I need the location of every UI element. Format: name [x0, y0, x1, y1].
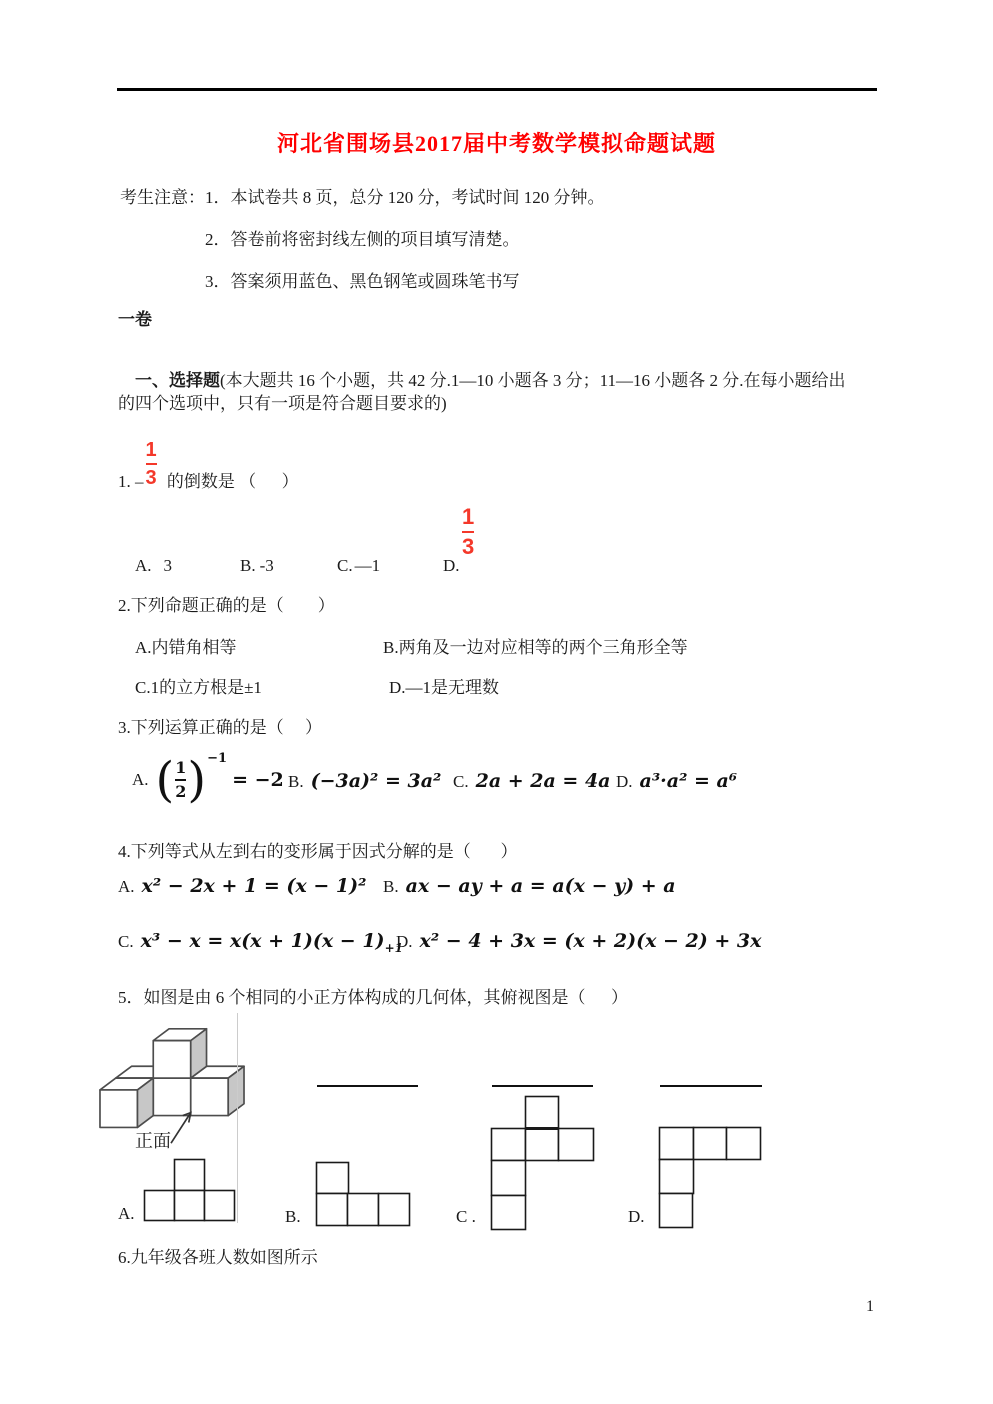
- q4-option-d: [396, 930, 761, 952]
- q6-stem: 6.九年级各班人数如图所示: [118, 1248, 318, 1267]
- q2-stem: 2.下列命题正确的是（ ）: [118, 596, 335, 615]
- q1-option-d-denominator: 3: [462, 534, 475, 559]
- q4-option-c-subscript: +1: [384, 940, 403, 955]
- q5-option-b-label: B.: [285, 1207, 301, 1226]
- q1-option-b-text: -3: [259, 556, 274, 575]
- q3-option-a-exponent: −1: [207, 751, 228, 766]
- page-title: 河北省围场县2017届中考数学模拟命题试题: [276, 131, 716, 156]
- q5-blank-line-c: [492, 1085, 593, 1087]
- q1-option-a-text: 3: [163, 556, 173, 575]
- q5-option-a-label: A.: [118, 1204, 135, 1223]
- q1-fraction-bar: [146, 463, 157, 465]
- q3-option-a-fraction: [175, 760, 186, 800]
- q1-option-a: [135, 555, 172, 576]
- q3-stem: 3.下列运算正确的是（ ）: [118, 718, 322, 737]
- notice-line-3: 3．答案须用蓝色、黑色钢笔或圆珠笔书写: [205, 272, 520, 291]
- q3-option-a-denominator: 2: [175, 782, 187, 801]
- q4-option-a-formula: x² − 2x + 1 = (x − 1)²: [141, 875, 367, 897]
- q4-option-b-label: B.: [383, 877, 399, 896]
- cube-faces: [100, 1029, 244, 1128]
- q1-option-a-label: A.: [135, 556, 152, 575]
- page-number: 1: [866, 1298, 874, 1315]
- q1-prefix: 1. –: [118, 471, 144, 491]
- q4-option-d-label: D.: [396, 932, 413, 951]
- q4-option-c-main: x³ − x = x(x + 1)(x − 1): [140, 930, 385, 952]
- front-arrow-icon: [171, 1113, 191, 1144]
- q2-option-d: D.—1是无理数: [389, 678, 500, 697]
- q1-suffix: 的倒数是 （ ）: [162, 471, 299, 491]
- q5-blank-line-d: [660, 1085, 762, 1087]
- q5-stem: 5．如图是由 6 个相同的小正方体构成的几何体，其俯视图是（ ）: [118, 988, 628, 1007]
- q5-option-d-figure: [658, 1126, 762, 1230]
- q1-fraction-denominator: 3: [145, 467, 157, 489]
- figure-image-border: [237, 1013, 238, 1223]
- q3-option-c-label: C.: [453, 772, 469, 791]
- q4-option-a: [118, 875, 366, 897]
- q1-option-c-label: C.: [337, 556, 353, 575]
- q5-option-c-figure: [490, 1095, 595, 1232]
- q3-option-a: [132, 748, 284, 812]
- q4-option-b-formula: ax − ay + a = a(x − y) + a: [405, 875, 676, 897]
- q3-option-c: [453, 770, 611, 792]
- q5-option-d-label: D.: [628, 1207, 645, 1226]
- q4-option-c: [118, 930, 403, 955]
- q3-option-a-rhs: = −2: [232, 769, 284, 791]
- q5-front-label: 正面: [135, 1131, 171, 1151]
- q4-option-c-label: C.: [118, 932, 134, 951]
- q1-option-d-label: D.: [443, 556, 460, 575]
- q1-fraction-numerator: 1: [145, 439, 157, 461]
- q1-option-c: [337, 555, 380, 576]
- q4-option-b: [383, 875, 676, 897]
- section-heading-line2: 的四个选项中，只有一项是符合题目要求的): [118, 394, 447, 413]
- notice-line-1: 考生注意：1．本试卷共 8 页，总分 120 分，考试时间 120 分钟。: [120, 188, 605, 207]
- q3-option-d-formula: a³·a² = a⁶: [639, 770, 738, 792]
- q3-option-b: [288, 770, 441, 792]
- q3-option-d: [616, 770, 737, 792]
- q1-fraction: [146, 440, 157, 488]
- q1-option-d-fraction: [462, 506, 474, 558]
- q1-option-d-numerator: 1: [462, 504, 475, 529]
- q1-stem: [118, 424, 299, 494]
- q4-option-d-formula: x² − 4 + 3x = (x + 2)(x − 2) + 3x: [419, 930, 762, 952]
- q5-option-a-figure: [143, 1158, 236, 1222]
- q3-option-b-formula: (−3a)² = 3a²: [310, 770, 442, 792]
- q2-option-a: A.内错角相等: [135, 638, 237, 657]
- q1-option-b: [240, 555, 274, 576]
- q1-option-d-fraction-bar: [462, 531, 474, 533]
- notice-line-2: 2．答卷前将密封线左侧的项目填写清楚。: [205, 230, 520, 249]
- q3-option-a-fraction-bar: [175, 779, 186, 781]
- q5-option-c-label: C .: [456, 1207, 476, 1226]
- q1-option-b-label: B.: [240, 556, 256, 575]
- part-label: 一卷: [118, 310, 152, 329]
- q4-option-c-formula: [141, 930, 403, 955]
- q3-option-a-label: A.: [132, 770, 149, 789]
- q2-option-c: C.1的立方根是±1: [135, 678, 262, 697]
- q4-option-a-label: A.: [118, 877, 135, 896]
- q3-option-c-formula: 2a + 2a = 4a: [475, 770, 611, 792]
- q3-option-a-open-paren: (: [155, 751, 175, 808]
- header-rule: [117, 88, 877, 91]
- q5-option-b-figure: [315, 1161, 411, 1228]
- q3-option-d-label: D.: [616, 772, 633, 791]
- q5-blank-line-b: [317, 1085, 418, 1087]
- q3-option-b-label: B.: [288, 772, 304, 791]
- section-heading-rest: (本大题共 16 个小题，共 42 分.1—10 小题各 3 分；11—16 小题各 2 分.在每小题给出: [220, 371, 846, 391]
- q3-option-a-close-paren: ): [187, 751, 207, 808]
- section-heading-bold: 一、选择题: [135, 371, 220, 391]
- q4-stem: 4.下列等式从左到右的变形属于因式分解的是（ ）: [118, 842, 518, 861]
- q5-cube-solid-figure: [98, 1013, 246, 1159]
- title-row: [0, 127, 993, 158]
- q1-option-c-text: —1: [354, 556, 381, 575]
- q3-option-a-numerator: 1: [175, 758, 187, 777]
- q2-option-b: B.两角及一边对应相等的两个三角形全等: [383, 638, 688, 657]
